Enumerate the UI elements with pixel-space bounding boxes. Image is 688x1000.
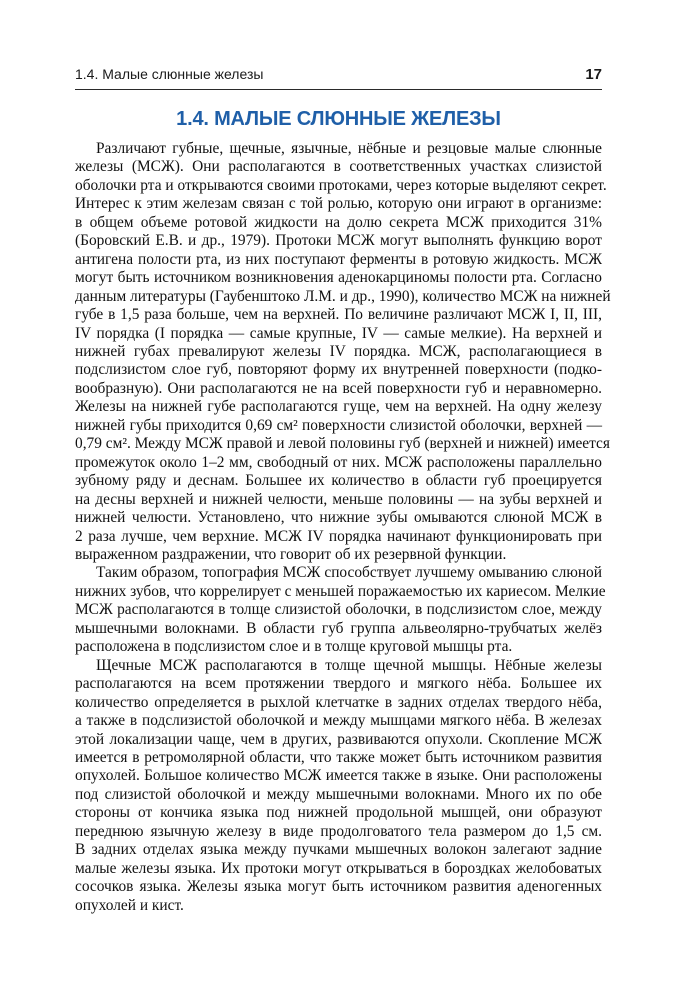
text-line: могут быть источником возникновения аденокарциномы полости рта. Согласно	[75, 269, 602, 287]
text-line: этой локализации чаще, чем в других, развиваются опухоли. Скопление МСЖ	[75, 730, 602, 748]
text-line: в общем объеме ротовой жидкости на долю секрета МСЖ приходится 31%	[75, 213, 602, 231]
header-divider	[75, 89, 602, 90]
text-line: переднюю язычную железу в виде продолговатого тела размером до 1,5 см.	[75, 822, 602, 840]
text-line: нижних зубов, что коррелирует с меньшей поражаемостью их кариесом. Мелкие	[75, 582, 606, 600]
text-line: 2 раза лучше, чем верхние. МСЖ IV порядка начинают функционировать при	[75, 527, 602, 545]
text-line: МСЖ располагаются в толще слизистой оболочки, в подслизистом слое, между	[75, 601, 602, 619]
text-line: располагаются на всем протяжении твердого и мягкого нёба. Большее их	[75, 675, 602, 693]
text-line: губе в 1,5 раза больше, чем на верхней. По величине различают МСЖ I, II, III,	[75, 306, 602, 324]
text-line: опухолей и кист.	[75, 896, 184, 914]
text-line: Различают губные, щечные, язычные, нёбные и резцовые малые слюнные	[96, 140, 602, 157]
running-header	[75, 66, 602, 83]
text-line: нижней челюсти. Установлено, что нижние зубы омываются слюной МСЖ в	[75, 509, 602, 527]
text-line: на десны верхней и нижней челюсти, меньше половины — на зубы верхней и	[75, 490, 602, 508]
text-line: нижней губах превалируют железы IV порядка. МСЖ, располагающиеся в	[75, 342, 602, 360]
paragraph	[75, 140, 611, 564]
text-line: оболочки рта и открываются своими протоками, через которые выделяют секрет.	[75, 176, 607, 194]
text-line: выраженном раздражении, что говорит об их резервной функции.	[75, 545, 507, 563]
text-line: антигена полости рта, из них поступают ферменты в ротовую жидкость. МСЖ	[75, 250, 602, 268]
text-line: Железы на нижней губе располагаются гуще, чем на верхней. На одну железу	[75, 398, 602, 416]
text-line: количество определяется в рыхлой клетчатке в задних отделах твердого нёба,	[75, 693, 602, 711]
text-line: подслизистом слое губ, повторяют форму их внутренней поверхности (подко-	[75, 361, 602, 379]
text-line: железы (МСЖ). Они располагаются в соответственных участках слизистой	[75, 158, 602, 176]
text-line: а также в подслизистой оболочкой и между мышцами мягкого нёба. В железах	[75, 712, 602, 730]
page-number: 17	[585, 66, 602, 83]
text-line: В задних отделах языка между пучками мышечных волокон залегают задние	[75, 841, 602, 859]
section-title: 1.4. МАЛЫЕ СЛЮННЫЕ ЖЕЛЕЗЫ	[176, 108, 501, 130]
text-line: опухолей. Большое количество МСЖ имеется также в языке. Они расположены	[75, 767, 602, 785]
text-line: IV порядка (I порядка — самые крупные, IV — самые мелкие). На верхней и	[75, 324, 602, 342]
text-line: нижней губы приходится 0,69 см² поверхности слизистой оболочки, верхней —	[75, 416, 602, 434]
text-line: данным литературы (Гаубенштоко Л.М. и др., 1990), количество МСЖ на нижней	[75, 287, 611, 305]
running-title: 1.4. Малые слюнные железы	[75, 66, 264, 82]
text-line: сосочков языка. Железы языка могут быть источником развития аденогенных	[75, 878, 602, 896]
text-line: расположена в подслизистом слое и в толще круговой мышцы рта.	[75, 638, 513, 656]
text-line: Щечные МСЖ располагаются в толще щечной мышцы. Нёбные железы	[96, 656, 602, 674]
text-line: зубному ряду и деснам. Большее их количество в области губ проецируется	[75, 472, 602, 490]
text-line: под слизистой оболочкой и между мышечными волокнами. Много их по обе	[75, 785, 602, 803]
text-line: мышечными волокнами. В области губ группа альвеолярно-трубчатых желёз	[75, 619, 602, 637]
text-line: промежуток около 1–2 мм, свободный от них. МСЖ расположены параллельно	[75, 453, 602, 471]
text-line: Интерес к этим железам связан с той ролью, которую они играют в организме:	[75, 195, 602, 213]
body-text	[75, 140, 611, 915]
text-line: вообразную). Они располагаются не на всей поверхности губ и неравномерно.	[75, 379, 602, 397]
text-line: 0,79 см². Между МСЖ правой и левой половины губ (верхней и нижней) имеется	[75, 435, 610, 453]
text-line: имеется в ретромолярной области, что также может быть источником развития	[75, 748, 602, 766]
paragraph	[75, 564, 606, 656]
text-line: стороны от кончика языка под нижней продольной мышцей, они образуют	[75, 804, 602, 822]
paragraph	[75, 657, 602, 915]
text-line: Таким образом, топография МСЖ способствует лучшему омыванию слюной	[96, 564, 602, 582]
text-line: (Боровский Е.В. и др., 1979). Протоки МСЖ могут выполнять функцию ворот	[75, 232, 602, 250]
text-line: малые железы языка. Их протоки могут открываться в бороздках желобоватых	[75, 859, 602, 877]
